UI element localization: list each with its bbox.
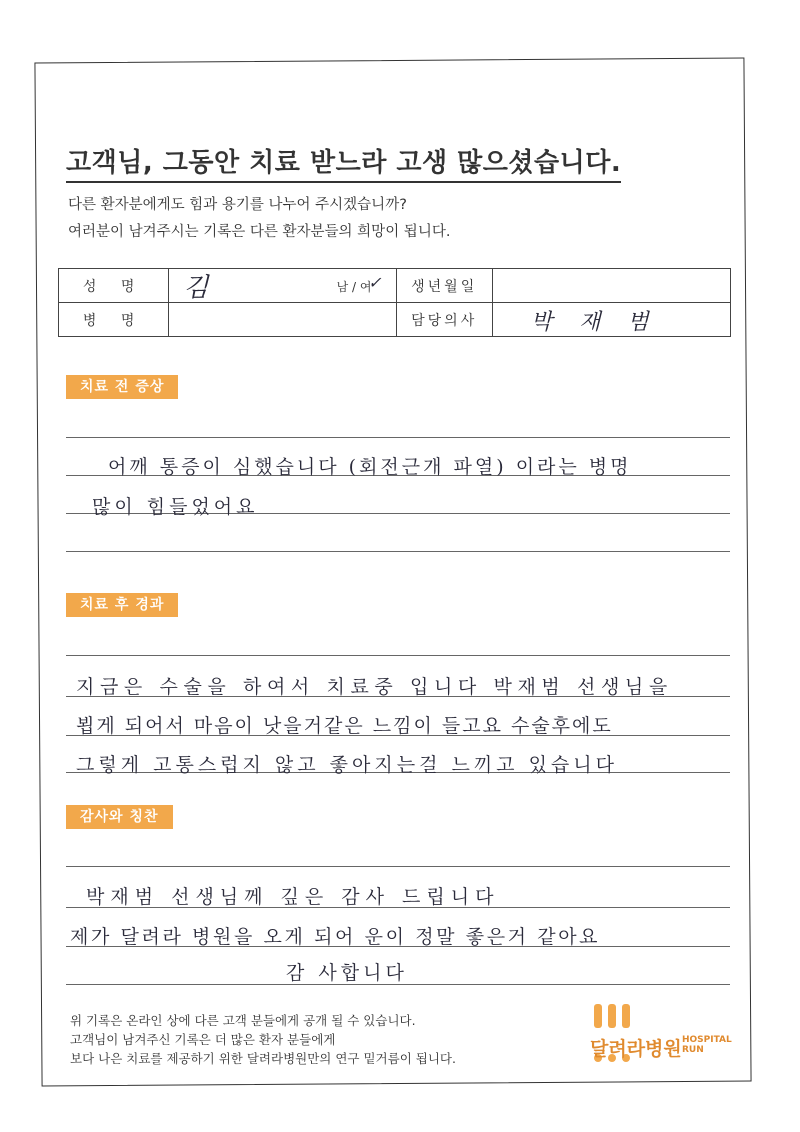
logo-mark-icon: [622, 1004, 630, 1028]
doctor-cell: [492, 303, 730, 337]
doctor-value: 박 재 범: [530, 310, 659, 335]
name-cell: [169, 269, 396, 303]
patient-info-table: [58, 268, 731, 337]
logo-mark-icon: [594, 1004, 602, 1028]
gender-label: 남 / 여: [336, 280, 372, 294]
thanks-line-2: 제가 달려라 병원을 오게 되어 운이 정말 좋은거 같아요: [70, 926, 601, 948]
logo-en-2: RUN: [682, 1045, 704, 1055]
subtitle-line-2: 여러분이 남겨주시는 기록은 다른 환자분들의 희망이 됩니다.: [68, 224, 451, 240]
logo-mark-icon: [608, 1004, 616, 1028]
disease-label: 병 명: [59, 303, 169, 337]
before-line-2: 많이 힘들었어요: [92, 496, 259, 518]
logo-en-text: [682, 1035, 732, 1055]
before-line-1: 어깨 통증이 심했습니다 (회전근개 파열) 이라는 병명: [108, 456, 632, 478]
doctor-label: 담당의사: [396, 303, 492, 337]
section-thanks-badge: 감사와 칭찬: [66, 805, 173, 829]
section-before-badge: 치료 전 증상: [66, 375, 178, 399]
thanks-line-3: 감 사합니다: [286, 962, 408, 984]
gender-check-mark: ✓: [368, 273, 382, 292]
logo-en-1: HOSPITAL: [682, 1035, 732, 1045]
section-after-badge: 치료 후 경과: [66, 593, 178, 617]
after-line-2: 뵙게 되어서 마음이 낫을거같은 느낌이 들고요 수술후에도: [76, 715, 613, 737]
subtitle-line-1: 다른 환자분에게도 힘과 용기를 나누어 주시겠습니까?: [68, 197, 407, 213]
page-title: 고객님, 그동안 치료 받느라 고생 많으셨습니다.: [66, 142, 621, 183]
ruled-line: [66, 551, 730, 552]
birth-value: [492, 269, 730, 303]
ruled-line: [66, 655, 730, 656]
footer-line-3: 보다 나은 치료를 제공하기 위한 달려라병원만의 연구 밑거름이 됩니다.: [70, 1051, 456, 1066]
footer-line-1: 위 기록은 온라인 상에 다른 고객 분들에게 공개 될 수 있습니다.: [70, 1013, 416, 1028]
after-line-3: 그렇게 고통스럽지 않고 좋아지는걸 느끼고 있습니다: [76, 754, 618, 776]
after-line-1: 지금은 수술을 하여서 치료중 입니다 박재범 선생님을: [76, 676, 673, 698]
birth-label: 생년월일: [396, 269, 492, 303]
hospital-logo: [588, 1004, 738, 1064]
ruled-line: [66, 437, 730, 438]
ruled-line: [66, 866, 730, 867]
logo-name: 달려라병원: [590, 1038, 682, 1060]
thanks-line-1: 박재범 선생님께 깊은 감사 드립니다: [86, 886, 500, 908]
disease-value: [169, 303, 396, 337]
name-value: 김: [183, 273, 209, 303]
name-label: 성 명: [59, 269, 169, 303]
footer-line-2: 고객님이 남겨주신 기록은 더 많은 환자 분들에게: [70, 1032, 336, 1047]
